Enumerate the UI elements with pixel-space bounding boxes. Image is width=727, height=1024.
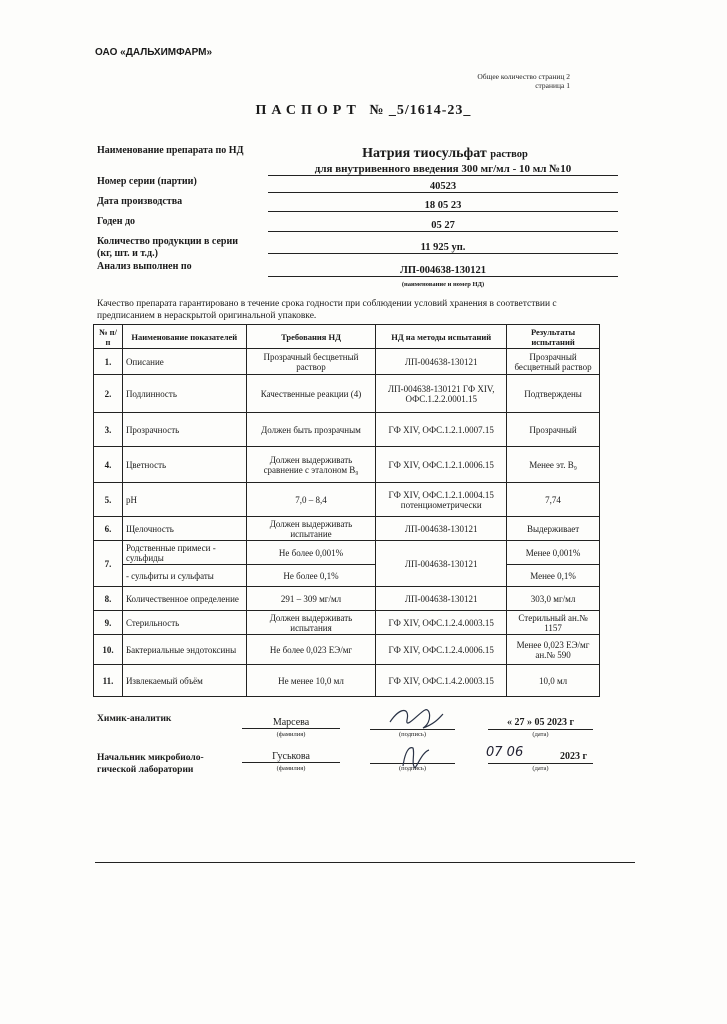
- table-row: [94, 413, 600, 447]
- quantity-value: 11 925 уп.: [268, 242, 618, 254]
- page-count: [477, 72, 570, 90]
- row-req: Качественные реакции (4): [246, 375, 376, 413]
- drug-form: раствор: [490, 149, 528, 160]
- row-result: Менее 0,023 ЕЭ/мг ан.№ 590: [507, 635, 600, 665]
- row-method: ГФ XIV, ОФС.1.2.4.0006.15: [376, 635, 507, 665]
- table-row: [94, 587, 600, 611]
- head-label-line2: гической лаборатории: [97, 765, 194, 775]
- drug-name-main: Натрия тиосульфат: [362, 146, 487, 161]
- row-req: Должен выдерживать испытание: [246, 517, 376, 541]
- row-result: 7,74: [507, 483, 600, 517]
- head-date-line: [488, 763, 593, 764]
- page-number: страница 1: [535, 81, 570, 90]
- series-label: Номер серии (партии): [97, 176, 197, 187]
- row-req: Не более 0,023 ЕЭ/мг: [246, 635, 376, 665]
- row-name: Описание: [122, 349, 246, 375]
- row-method: ЛП-004638-130121: [376, 517, 507, 541]
- analysis-value: ЛП-004638-130121: [268, 265, 618, 277]
- table-row: [94, 447, 600, 483]
- row-number: 5.: [94, 483, 123, 517]
- analysis-caption: (наименование и номер НД): [401, 281, 485, 288]
- row-method: ЛП-004638-130121: [376, 349, 507, 375]
- row-name: Количественное определение: [122, 587, 246, 611]
- row-number: 4.: [94, 447, 123, 483]
- row-result: Прозрачный: [507, 413, 600, 447]
- chemist-date-caption: (дата): [532, 731, 549, 738]
- row-name: pH: [122, 483, 246, 517]
- row-number: 9.: [94, 611, 123, 635]
- header-req: Требования НД: [246, 325, 376, 349]
- row-name: Щелочность: [122, 517, 246, 541]
- row-name: Бактериальные эндотоксины: [122, 635, 246, 665]
- table-row: [94, 565, 600, 587]
- row-result: Менее 0,001%: [507, 541, 600, 565]
- row-req: 7,0 – 8,4: [246, 483, 376, 517]
- row-number: 10.: [94, 635, 123, 665]
- head-name-caption: (фамилия): [276, 765, 306, 772]
- row-req: Должен выдерживать испытания: [246, 611, 376, 635]
- row-method: ЛП-004638-130121: [376, 587, 507, 611]
- table-row: [94, 483, 600, 517]
- drug-name: [280, 146, 610, 162]
- row-number: 11.: [94, 665, 123, 697]
- row-method: ЛП-004638-130121 ГФ XIV, ОФС.1.2.2.0001.15: [376, 375, 507, 413]
- chemist-date-line: [488, 729, 593, 730]
- row-method: ГФ XIV, ОФС.1.2.1.0006.15: [376, 447, 507, 483]
- row-result: 303,0 мг/мл: [507, 587, 600, 611]
- table-row: [94, 375, 600, 413]
- results-table: [93, 324, 600, 697]
- row-req: Прозрачный бесцветный раствор: [246, 349, 376, 375]
- row-req: 291 – 309 мг/мл: [246, 587, 376, 611]
- row-name: Подлинность: [122, 375, 246, 413]
- row-number: 2.: [94, 375, 123, 413]
- name-label: Наименование препарата по НД: [97, 145, 244, 156]
- head-label-line1: Начальник микробиоло-: [97, 753, 204, 763]
- drug-dosage: для внутривенного введения 300 мг/мл - 10 мл №10: [268, 163, 618, 176]
- row-method: ГФ XIV, ОФС.1.2.1.0004.15 потенциометрически: [376, 483, 507, 517]
- row-req: Не более 0,1%: [246, 565, 376, 587]
- chemist-name: Марсева: [242, 717, 340, 729]
- chemist-label: Химик-аналитик: [97, 714, 172, 724]
- chemist-name-caption: (фамилия): [276, 731, 306, 738]
- header-method: НД на методы испытаний: [376, 325, 507, 349]
- row-name: Родственные примеси - сульфиды: [122, 541, 246, 565]
- row-req: Не менее 10,0 мл: [246, 665, 376, 697]
- passport-title: [0, 103, 727, 119]
- chemist-signature: [385, 702, 445, 734]
- head-name: Гуськова: [242, 751, 340, 763]
- bottom-divider: [95, 862, 635, 863]
- table-row: [94, 541, 600, 565]
- head-date-handwritten: 07 06: [486, 745, 524, 760]
- row-number: 6.: [94, 517, 123, 541]
- table-row: [94, 611, 600, 635]
- row-number: 3.: [94, 413, 123, 447]
- row-method: ГФ XIV, ОФС.1.4.2.0003.15: [376, 665, 507, 697]
- production-label: Дата производства: [97, 196, 183, 207]
- row-name: Извлекаемый объём: [122, 665, 246, 697]
- title-word: ПАСПОРТ: [255, 103, 361, 118]
- quantity-label: [97, 236, 238, 260]
- row-result: Менее 0,1%: [507, 565, 600, 587]
- row-result: Прозрачный бесцветный раствор: [507, 349, 600, 375]
- chemist-sign-caption: (подпись): [399, 731, 426, 738]
- quantity-label-line1: Количество продукции в серии: [97, 236, 239, 247]
- row-req: Должен быть прозрачным: [246, 413, 376, 447]
- expiry-value: 05 27: [268, 220, 618, 232]
- row-method: ГФ XIV, ОФС.1.2.4.0003.15: [376, 611, 507, 635]
- quantity-label-line2: (кг, шт. и т.д.): [97, 248, 158, 259]
- header-name: Наименование показателей: [122, 325, 246, 349]
- row-method: ЛП-004638-130121: [376, 541, 507, 587]
- row-name: Стерильность: [122, 611, 246, 635]
- row-req: Не более 0,001%: [246, 541, 376, 565]
- row-number: 7.: [94, 541, 123, 587]
- row-name: Прозрачность: [122, 413, 246, 447]
- table-row: [94, 665, 600, 697]
- row-result: 10,0 мл: [507, 665, 600, 697]
- row-req: Должен выдерживать сравнение с эталоном В₉: [246, 447, 376, 483]
- row-number: 1.: [94, 349, 123, 375]
- row-number: 8.: [94, 587, 123, 611]
- row-name: Цветность: [122, 447, 246, 483]
- head-sign-caption: (подпись): [399, 765, 426, 772]
- row-name: - сульфиты и сульфаты: [122, 565, 246, 587]
- row-result: Выдерживает: [507, 517, 600, 541]
- chemist-date: « 27 » 05 2023 г: [506, 717, 575, 728]
- table-row: [94, 349, 600, 375]
- head-label: [97, 752, 204, 776]
- production-value: 18 05 23: [268, 200, 618, 212]
- total-pages: Общее количество страниц 2: [477, 72, 570, 81]
- head-date-year: 2023 г: [560, 751, 588, 762]
- table-header-row: [94, 325, 600, 349]
- analysis-label: Анализ выполнен по: [97, 261, 192, 272]
- quality-statement: Качество препарата гарантировано в течение срока годности при соблюдении условий хранения в соответствии с предписанием в нераскрытой оригинальной упаковке.: [97, 299, 557, 321]
- row-result: Подтверждены: [507, 375, 600, 413]
- row-result: Стерильный ан.№ 1157: [507, 611, 600, 635]
- table-row: [94, 635, 600, 665]
- expiry-label: Годен до: [97, 216, 136, 227]
- row-method: ГФ XIV, ОФС.1.2.1.0007.15: [376, 413, 507, 447]
- row-result: Менее эт. В₉: [507, 447, 600, 483]
- header-result: Результаты испытаний: [507, 325, 600, 349]
- series-value: 40523: [268, 181, 618, 193]
- table-row: [94, 517, 600, 541]
- passport-number: № _5/1614-23_: [369, 103, 472, 118]
- head-date-caption: (дата): [532, 765, 549, 772]
- header-num: № п/п: [94, 325, 123, 349]
- company-name: ОАО «ДАЛЬХИМФАРМ»: [95, 47, 213, 58]
